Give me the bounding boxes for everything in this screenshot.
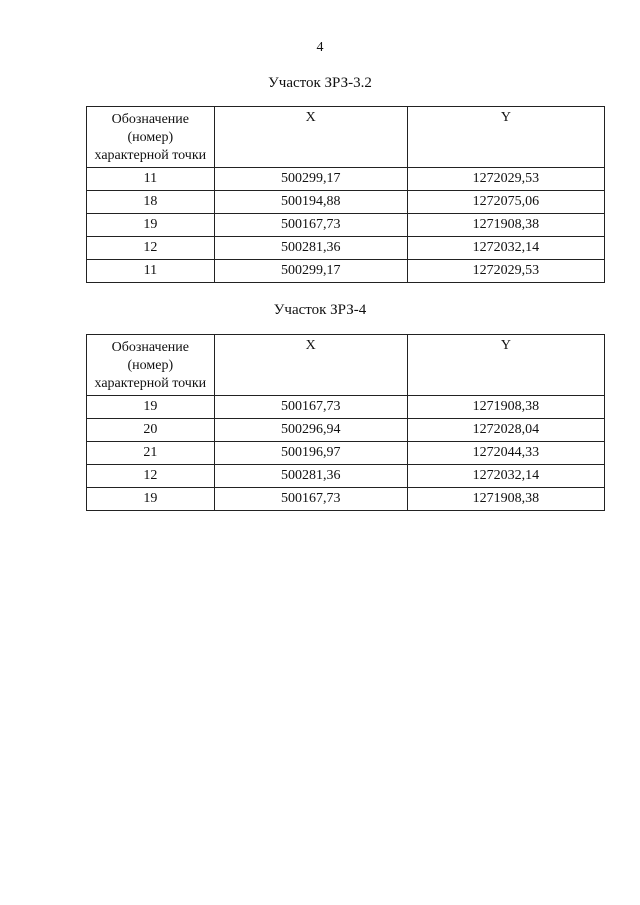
section-title-zrz-3-2: Участок ЗРЗ-3.2 bbox=[268, 75, 372, 91]
header-point-line2: (номер) bbox=[127, 358, 174, 373]
cell-point: 12 bbox=[87, 237, 215, 260]
cell-point: 18 bbox=[87, 191, 215, 214]
cell-x: 500167,73 bbox=[214, 396, 407, 419]
cell-y: 1272075,06 bbox=[407, 191, 604, 214]
header-point-line3: характерной точки bbox=[94, 148, 207, 163]
cell-y: 1272032,14 bbox=[407, 465, 604, 488]
header-point-designation bbox=[87, 107, 215, 168]
header-y: Y bbox=[407, 107, 604, 168]
cell-point: 21 bbox=[87, 442, 215, 465]
cell-x: 500299,17 bbox=[214, 260, 407, 283]
table-header-row bbox=[87, 335, 605, 396]
header-point-line1: Обозначение bbox=[111, 340, 190, 355]
cell-point: 12 bbox=[87, 465, 215, 488]
table-row bbox=[87, 191, 605, 214]
table-row bbox=[87, 214, 605, 237]
header-point-line1: Обозначение bbox=[111, 112, 190, 127]
cell-x: 500299,17 bbox=[214, 168, 407, 191]
table-row bbox=[87, 442, 605, 465]
cell-y: 1271908,38 bbox=[407, 214, 604, 237]
cell-x: 500167,73 bbox=[214, 214, 407, 237]
cell-point: 19 bbox=[87, 488, 215, 511]
table-row bbox=[87, 465, 605, 488]
cell-x: 500167,73 bbox=[214, 488, 407, 511]
cell-x: 500194,88 bbox=[214, 191, 407, 214]
header-x: X bbox=[214, 335, 407, 396]
header-point-line3: характерной точки bbox=[94, 376, 207, 391]
cell-x: 500196,97 bbox=[214, 442, 407, 465]
section-title-zrz-4: Участок ЗРЗ-4 bbox=[273, 302, 367, 318]
header-point-line2: (номер) bbox=[127, 130, 174, 145]
header-point-designation bbox=[87, 335, 215, 396]
table-row bbox=[87, 419, 605, 442]
cell-point: 19 bbox=[87, 214, 215, 237]
table-row bbox=[87, 260, 605, 283]
header-x: X bbox=[214, 107, 407, 168]
table-row bbox=[87, 168, 605, 191]
cell-y: 1272032,14 bbox=[407, 237, 604, 260]
table-row bbox=[87, 237, 605, 260]
cell-y: 1272028,04 bbox=[407, 419, 604, 442]
cell-y: 1272029,53 bbox=[407, 260, 604, 283]
cell-point: 19 bbox=[87, 396, 215, 419]
cell-x: 500296,94 bbox=[214, 419, 407, 442]
cell-y: 1272044,33 bbox=[407, 442, 604, 465]
table-header-row bbox=[87, 107, 605, 168]
header-y: Y bbox=[407, 335, 604, 396]
cell-x: 500281,36 bbox=[214, 465, 407, 488]
table-row bbox=[87, 488, 605, 511]
coordinates-table-zrz-3-2 bbox=[86, 106, 605, 283]
cell-x: 500281,36 bbox=[214, 237, 407, 260]
cell-point: 20 bbox=[87, 419, 215, 442]
cell-y: 1272029,53 bbox=[407, 168, 604, 191]
cell-point: 11 bbox=[87, 168, 215, 191]
table-row bbox=[87, 396, 605, 419]
cell-y: 1271908,38 bbox=[407, 488, 604, 511]
cell-point: 11 bbox=[87, 260, 215, 283]
page-number: 4 bbox=[316, 40, 324, 55]
cell-y: 1271908,38 bbox=[407, 396, 604, 419]
coordinates-table-zrz-4 bbox=[86, 334, 605, 511]
